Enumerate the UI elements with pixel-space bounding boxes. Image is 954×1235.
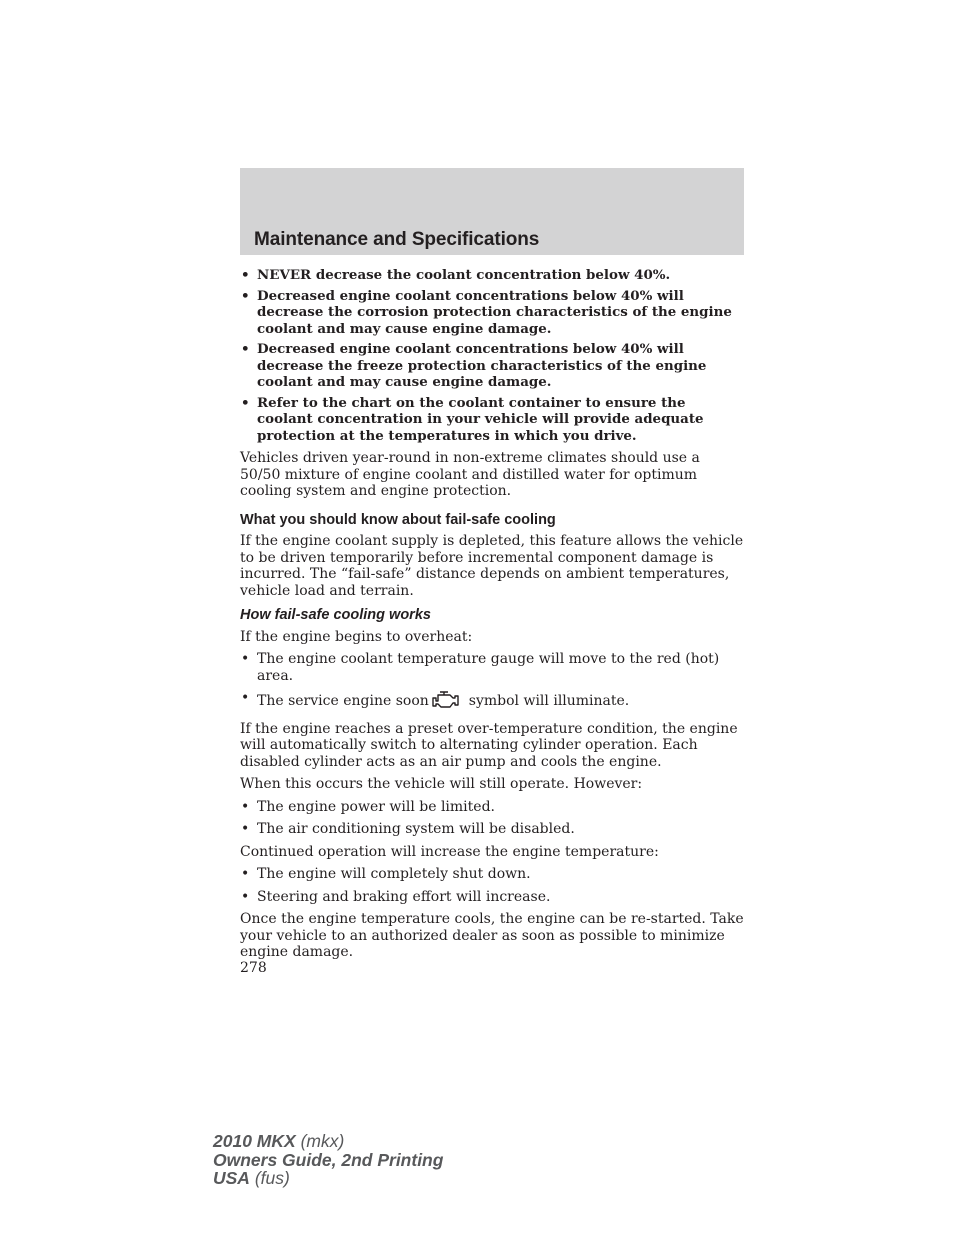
list-item — [240, 866, 744, 883]
section-title: Maintenance and Specifications — [254, 229, 540, 250]
bullet-mark: • — [241, 821, 250, 837]
once-paragraph: Once the engine temperature cools, the engine can be re-started. Take your vehicle to an authorized dealer as soon as possible to minimize engine damage. — [240, 911, 744, 960]
section-header-band — [240, 168, 744, 255]
footer-market: USA — [213, 1168, 250, 1188]
footer-line-market — [213, 1169, 443, 1188]
bullet-mark: • — [241, 267, 250, 283]
warning-item — [240, 267, 744, 284]
continued-paragraph: Continued operation will increase the engine temperature: — [240, 843, 659, 860]
footer-printing: Owners Guide, 2nd Printing — [213, 1149, 444, 1170]
list-item — [240, 821, 744, 838]
warning-item — [240, 395, 744, 445]
bullet-mark: • — [241, 651, 250, 667]
document-footer — [213, 1132, 443, 1188]
coolant-warning-list — [240, 267, 744, 444]
bullet-mark: • — [241, 798, 250, 815]
footer-line-printing — [213, 1151, 443, 1170]
page-content — [240, 267, 744, 967]
warning-text: Decreased engine coolant concentrations below 40% will decrease the corrosion protection characteristics of the engine coolant and may cause engine damage. — [257, 287, 732, 337]
warning-text: Refer to the chart on the coolant container to ensure the coolant concentration in your vehicle will provide adequate protection at the temperatures in which you drive. — [257, 394, 704, 444]
preset-paragraph: If the engine reaches a preset over-temperature condition, the engine will automatically switch to alternating cylinder operation. Each disabled cylinder acts as an air pump and cools the engine. — [240, 720, 738, 770]
footer-model: 2010 MKX — [213, 1131, 296, 1151]
list-item-text: The service engine soon — [257, 693, 429, 709]
list-item-text: Steering and braking effort will increase. — [257, 888, 551, 905]
continued-list — [240, 866, 744, 905]
list-item — [240, 799, 744, 816]
warning-item — [240, 341, 744, 391]
engine-icon — [431, 690, 461, 715]
bullet-mark: • — [241, 866, 250, 882]
list-item-text: The engine will completely shut down. — [257, 866, 531, 882]
overheat-lead: If the engine begins to overheat: — [240, 628, 473, 645]
list-item-text: The engine power will be limited. — [257, 798, 495, 815]
footer-market-code: (fus) — [254, 1168, 290, 1188]
warning-text: Decreased engine coolant concentrations below 40% will decrease the freeze protection characteristics of the engine coolant and may cause engine damage. — [257, 341, 707, 390]
overheat-list — [240, 651, 744, 715]
footer-line-model — [213, 1132, 443, 1151]
list-item-text: The air conditioning system will be disabled. — [257, 821, 575, 837]
warning-text: NEVER decrease the coolant concentration below 40%. — [257, 267, 671, 283]
bullet-mark: • — [241, 341, 250, 357]
list-item — [240, 651, 744, 684]
failsafe-paragraph: If the engine coolant supply is depleted, this feature allows the vehicle to be driven temporarily before incremental component damage is incurred. The “fail-safe” distance depends on ambient temperatures, vehicle load and terrain. — [240, 533, 744, 599]
list-item — [240, 889, 744, 906]
bullet-mark: • — [241, 287, 250, 304]
failsafe-heading: What you should know about fail-safe cooling — [240, 511, 556, 528]
intro-paragraph: Vehicles driven year-round in non-extreme climates should use a 50/50 mixture of engine coolant and distilled water for optimum cooling system and engine protection. — [240, 450, 700, 499]
list-item-text: symbol will illuminate. — [468, 693, 630, 709]
footer-model-code: (mkx) — [300, 1131, 345, 1151]
bullet-mark: • — [241, 690, 250, 706]
list-item-text: The engine coolant temperature gauge will move to the red (hot) area. — [257, 651, 720, 684]
bullet-mark: • — [241, 394, 250, 411]
operate-list — [240, 799, 744, 838]
page-number: 278 — [240, 960, 267, 976]
how-it-works-heading: How fail-safe cooling works — [240, 607, 431, 623]
occurs-paragraph: When this occurs the vehicle will still operate. However: — [240, 776, 643, 792]
list-item — [240, 690, 744, 715]
warning-item — [240, 288, 744, 338]
bullet-mark: • — [241, 888, 250, 905]
